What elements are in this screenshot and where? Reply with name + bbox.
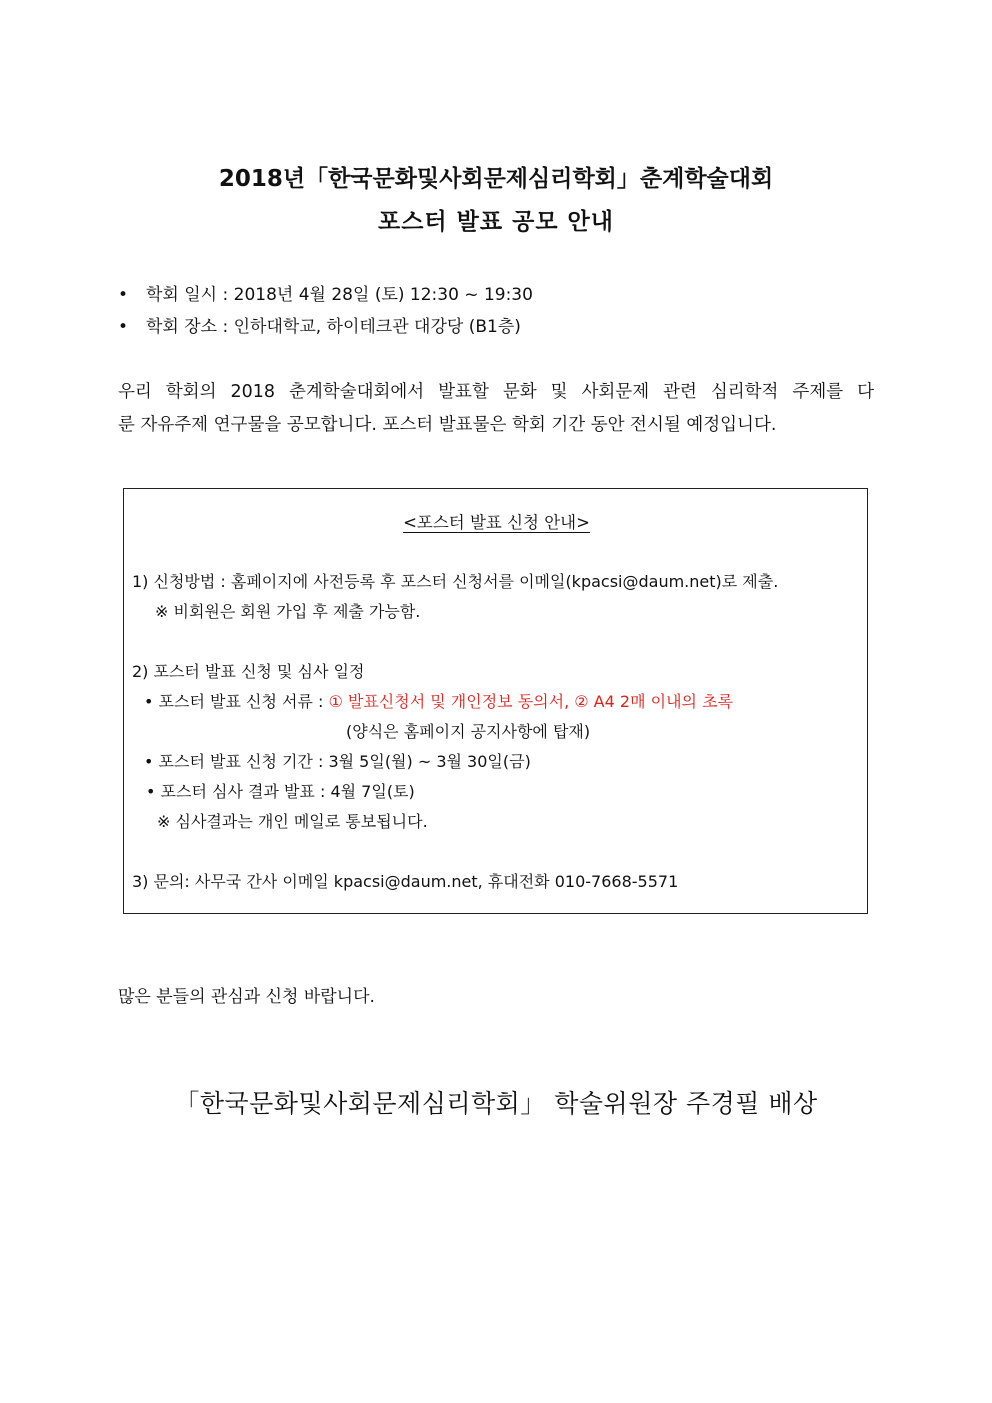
event-date-item (118, 282, 533, 314)
guide-box-title (124, 509, 869, 533)
event-venue-item (118, 314, 533, 346)
event-info-list (118, 282, 533, 346)
bullet-icon: • (144, 752, 154, 771)
form-location-note: (양식은 홈페이지 공지사항에 탑재) (346, 722, 591, 741)
review-result-text: 포스터 심사 결과 발표 : 4월 7일(토) (160, 782, 415, 801)
intro-line-1: 우리 학회의 2018 춘계학술대회에서 발표할 문화 및 사회문제 관련 심리학적 주제를 다 (118, 382, 874, 402)
event-date-text: 학회 일시 : 2018년 4월 28일 (토) 12:30 ~ 19:30 (146, 285, 533, 305)
application-guide-box (123, 488, 868, 914)
signature-line: 「한국문화및사회문제심리학회」 학술위원장 주경필 배상 (174, 1089, 818, 1118)
bullet-icon: • (146, 782, 156, 801)
document-subtitle: 포스터 발표 공모 안내 (378, 209, 614, 235)
bullet-icon: • (144, 692, 154, 711)
required-documents (144, 691, 733, 713)
schedule-heading: 2) 포스터 발표 신청 및 심사 일정 (132, 662, 365, 681)
bullet-icon: • (118, 317, 129, 337)
intro-paragraph (118, 376, 874, 442)
application-period (144, 751, 531, 773)
non-member-note: ※ 비회원은 회원 가입 후 제출 가능함. (155, 602, 421, 621)
intro-line-2: 룬 자유주제 연구물을 공모합니다. 포스터 발표물은 학회 기간 동안 전시될 예정입니다. (118, 415, 777, 435)
application-method: 1) 신청방법 : 홈페이지에 사전등록 후 포스터 신청서를 이메일(kpacsi@daum.net)로 제출. (132, 572, 779, 591)
required-documents-label: 포스터 발표 신청 서류 : (158, 692, 329, 711)
document-title: 2018년「한국문화및사회문제심리학회」춘계학술대회 (218, 166, 774, 192)
application-period-text: 포스터 발표 신청 기간 : 3월 5일(월) ~ 3월 30일(금) (158, 752, 531, 771)
review-result (146, 781, 415, 803)
closing-remark: 많은 분들의 관심과 신청 바랍니다. (118, 987, 375, 1007)
guide-box-title-text: <포스터 발표 신청 안내> (403, 513, 590, 532)
required-documents-value: ① 발표신청서 및 개인정보 동의서, ② A4 2매 이내의 초록 (328, 692, 733, 711)
bullet-icon: • (118, 285, 129, 305)
event-venue-text: 학회 장소 : 인하대학교, 하이테크관 대강당 (B1층) (146, 317, 521, 337)
contact-info: 3) 문의: 사무국 간사 이메일 kpacsi@daum.net, 휴대전화 010-7668-5571 (132, 872, 679, 891)
review-result-note: ※ 심사결과는 개인 메일로 통보됩니다. (157, 812, 428, 831)
